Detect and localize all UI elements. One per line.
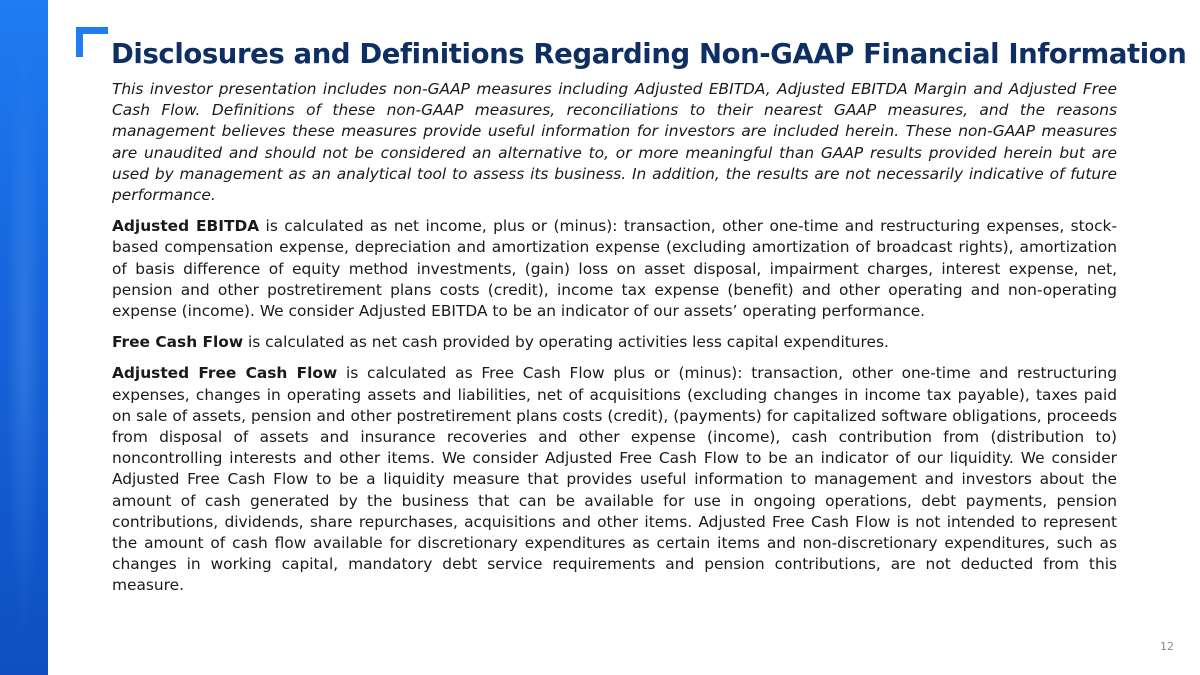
definition-term: Adjusted Free Cash Flow bbox=[112, 364, 338, 383]
bracket-vertical-bar bbox=[76, 27, 83, 57]
side-accent-band bbox=[0, 0, 48, 675]
intro-paragraph: This investor presentation includes non-GAAP measures including Adjusted EBITDA, Adjusted EBITDA Margin and Adjusted Free Cash Flow. Definitions of these non-GAAP measures, reconciliations to their nearest GAAP measures, and the reasons management believes these measures provide useful information for investors are included herein. These non-GAAP measures are unaudited and should not be considered an alternative to, or more meaningful than GAAP results provided herein but are used by management as an analytical tool to assess its business. In addition, the results are not necessarily indicative of future performance. bbox=[112, 80, 1117, 205]
side-band-glow bbox=[6, 40, 42, 640]
page-title: Disclosures and Definitions Regarding Non-GAAP Financial Information bbox=[111, 38, 1187, 70]
definition-text: is calculated as net income, plus or (minus): transaction, other one-time and restructuring expenses, stock-based compensation expense, depreciation and amortization expense (excluding amortization of broadcast rights), amortization of basis difference of equity method investments, (gain) loss on asset disposal, impairment charges, interest expense, net, pension and other postretirement plans costs (credit), income tax expense (benefit) and other operating and non-operating expense (income). We consider Adjusted EBITDA to be an indicator of our assets’ operating performance. bbox=[112, 217, 1117, 321]
disclosure-body bbox=[112, 79, 1117, 607]
definition-text: is calculated as net cash provided by operating activities less capital expenditures. bbox=[243, 333, 889, 352]
definition-free-cash-flow bbox=[112, 332, 1117, 353]
definition-adjusted-ebitda bbox=[112, 216, 1117, 322]
definition-term: Free Cash Flow bbox=[112, 333, 244, 352]
definition-adjusted-free-cash-flow bbox=[112, 363, 1117, 596]
title-bracket-icon bbox=[76, 27, 108, 57]
definition-text: is calculated as Free Cash Flow plus or (minus): transaction, other one-time and restructuring expenses, changes in operating assets and liabilities, net of acquisitions (excluding changes in income tax payable), taxes paid on sale of assets, pension and other postretirement plans costs (credit), (payments) for capitalized software obligations, proceeds from disposal of assets and insurance recoveries and other expense (income), cash contribution from (distribution to) noncontrolling interests and other items. We consider Adjusted Free Cash Flow to be an indicator of our liquidity. We consider Adjusted Free Cash Flow to be a liquidity measure that provides useful information to management and investors about the amount of cash generated by the business that can be available for use in ongoing operations, debt payments, pension contributions, dividends, share repurchases, acquisitions and other items. Adjusted Free Cash Flow is not intended to represent the amount of cash flow available for discretionary expenditures as certain items and non-discretionary expenditures, such as changes in working capital, mandatory debt service requirements and pension contributions, are not deducted from this measure. bbox=[112, 364, 1117, 595]
definition-term: Adjusted EBITDA bbox=[112, 217, 260, 236]
page-number: 12 bbox=[1160, 640, 1174, 653]
